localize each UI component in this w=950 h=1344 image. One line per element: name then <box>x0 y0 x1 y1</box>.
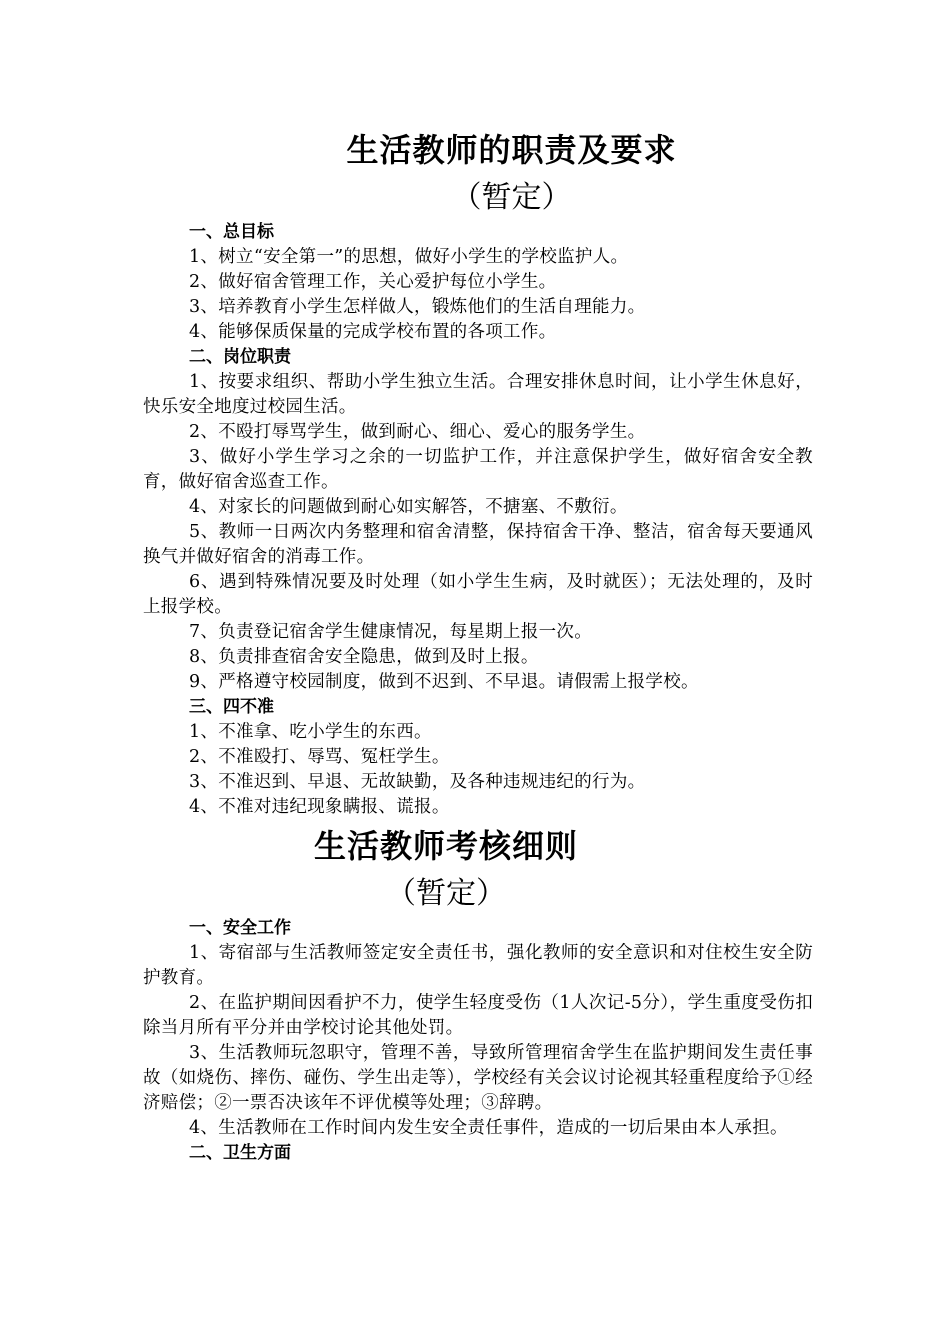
doc2-section1-item: 4、生活教师在工作时间内发生安全责任事件，造成的一切后果由本人承担。 <box>189 1118 788 1138</box>
doc2-section1-heading: 一、安全工作 <box>189 918 291 938</box>
doc1-section3-item: 2、不准殴打、辱骂、冤枉学生。 <box>189 747 450 767</box>
doc2-section1-item: 2、在监护期间因看护不力，使学生轻度受伤（1人次记-5分），学生重度受伤扣除当月所有平分并由学校讨论其他处罚。 <box>143 993 813 1038</box>
doc1-section2-item: 2、不殴打辱骂学生，做到耐心、细心、爱心的服务学生。 <box>189 422 646 442</box>
doc1-subtitle: （暂定） <box>451 180 572 215</box>
doc1-section3-item: 3、不准迟到、早退、无故缺勤，及各种违规违纪的行为。 <box>189 772 646 792</box>
doc1-section2-item: 3、做好小学生学习之余的一切监护工作，并注意保护学生，做好宿舍安全教育，做好宿舍巡查工作。 <box>143 447 813 492</box>
doc2-section1-item: 1、寄宿部与生活教师签定安全责任书，强化教师的安全意识和对住校生安全防护教育。 <box>143 943 813 988</box>
doc1-section2-item: 7、负责登记宿舍学生健康情况，每星期上报一次。 <box>189 622 593 642</box>
doc1-section3-item: 4、不准对违纪现象瞒报、谎报。 <box>189 797 450 817</box>
doc1-section1-item: 3、培养教育小学生怎样做人，锻炼他们的生活自理能力。 <box>189 297 646 317</box>
document-content <box>143 128 813 1166</box>
doc1-section1-heading: 一、总目标 <box>189 222 274 242</box>
doc1-section2-item: 1、按要求组织、帮助小学生独立生活。合理安排休息时间，让小学生休息好，快乐安全地度过校园生活。 <box>143 372 813 417</box>
doc2-section1-item: 3、生活教师玩忽职守，管理不善，导致所管理宿舍学生在监护期间发生责任事故（如烧伤、摔伤、碰伤、学生出走等），学校经有关会议讨论视其轻重程度给予①经济赔偿；②一票否决该年不评优模等处理；③辞聘。 <box>143 1043 813 1113</box>
doc1-section3-item: 1、不准拿、吃小学生的东西。 <box>189 722 432 742</box>
doc1-section1-item: 2、做好宿舍管理工作，关心爱护每位小学生。 <box>189 272 557 292</box>
doc1-section2-heading: 二、岗位职责 <box>189 347 291 367</box>
doc2-subtitle: （暂定） <box>386 876 506 911</box>
doc1-section2-item: 9、严格遵守校园制度，做到不迟到、不早退。请假需上报学校。 <box>189 672 699 692</box>
doc1-section2-item: 6、遇到特殊情况要及时处理（如小学生生病，及时就医）；无法处理的，及时上报学校。 <box>143 572 813 617</box>
doc1-section1-item: 4、能够保质保量的完成学校布置的各项工作。 <box>189 322 557 342</box>
doc1-section2-item: 8、负责排查宿舍安全隐患，做到及时上报。 <box>189 647 539 667</box>
doc1-title: 生活教师的职责及要求 <box>346 131 677 169</box>
doc1-section3-heading: 三、四不准 <box>189 697 274 717</box>
doc1-section2-item: 4、对家长的问题做到耐心如实解答，不搪塞、不敷衍。 <box>189 497 628 517</box>
doc2-title: 生活教师考核细则 <box>313 827 578 865</box>
doc1-section2-item: 5、教师一日两次内务整理和宿舍清整，保持宿舍干净、整洁，宿舍每天要通风换气并做好宿舍的消毒工作。 <box>143 522 813 567</box>
doc1-section1-item: 1、树立“安全第一”的思想，做好小学生的学校监护人。 <box>189 247 629 267</box>
doc2-section2-heading: 二、卫生方面 <box>189 1143 291 1163</box>
